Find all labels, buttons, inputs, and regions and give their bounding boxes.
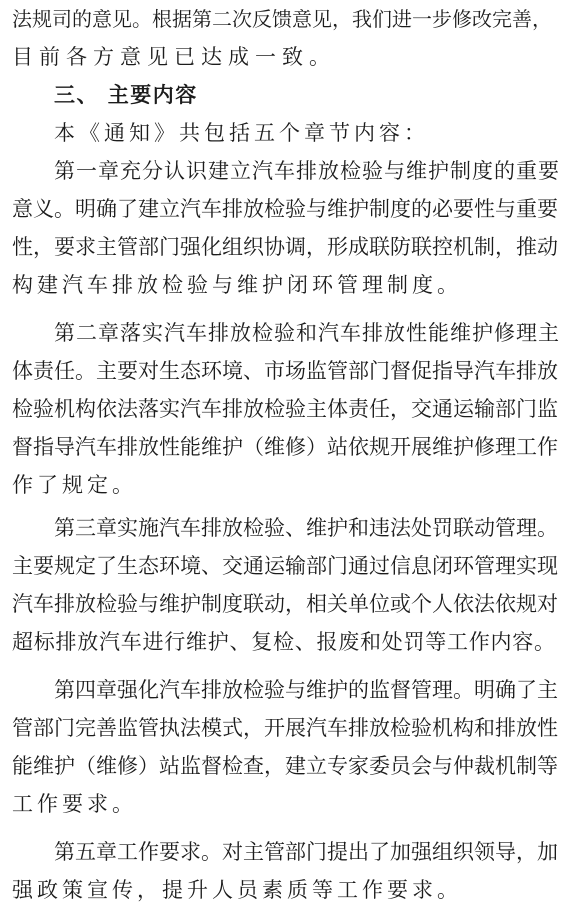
chapter4-line: 能维护（维修）站监督检查，建立专家委员会与仲裁机制等 xyxy=(12,754,558,778)
chapter4-line: 管部门完善监管执法模式，开展汽车排放检验机构和排放性 xyxy=(12,716,558,740)
intro-line: 目前各方意见已达成一致。 xyxy=(12,45,336,69)
chapter3-line: 汽车排放检验与维护制度联动，相关单位或个人依法依规对 xyxy=(12,592,558,616)
chapter2-line: 第二章落实汽车排放检验和汽车排放性能维护修理主 xyxy=(54,321,560,345)
chapter2-line: 作了规定。 xyxy=(12,473,137,497)
chapter2-line: 体责任。主要对生态环境、市场监管部门督促指导汽车排放 xyxy=(12,359,558,383)
chapter1-line: 意义。明确了建立汽车排放检验与维护制度的必要性与重要 xyxy=(12,197,558,221)
chapter1-line: 第一章充分认识建立汽车排放检验与维护制度的重要 xyxy=(54,159,560,183)
chapter3-line: 超标排放汽车进行维护、复检、报废和处罚等工作内容。 xyxy=(12,630,556,654)
chapter4-line: 工作要求。 xyxy=(12,792,137,816)
chapter3-line: 第三章实施汽车排放检验、维护和违法处罚联动管理。 xyxy=(54,516,558,540)
section-heading: 三、 主要内容 xyxy=(54,82,198,107)
intro-line: 法规司的意见。根据第二次反馈意见，我们进一步修改完善， xyxy=(12,7,552,31)
chapter3-line: 主要规定了生态环境、交通运输部门通过信息闭环管理实现 xyxy=(12,554,558,578)
chapter5-line: 强政策宣传，提升人员素质等工作要求。 xyxy=(12,878,462,902)
chapter4-line: 第四章强化汽车排放检验与维护的监督管理。明确了主 xyxy=(54,678,558,702)
chapter2-line: 检验机构依法落实汽车排放检验主体责任，交通运输部门监 xyxy=(12,397,558,421)
chapter1-line: 构建汽车排放检验与维护闭环管理制度。 xyxy=(12,273,462,297)
chapter5-line: 第五章工作要求。对主管部门提出了加强组织领导，加 xyxy=(54,840,558,864)
summary-line: 本《通知》共包括五个章节内容： xyxy=(54,121,429,145)
chapter1-line: 性，要求主管部门强化组织协调，形成联防联控机制，推动 xyxy=(12,235,558,259)
chapter2-line: 督指导汽车排放性能维护（维修）站依规开展维护修理工作 xyxy=(12,435,558,459)
